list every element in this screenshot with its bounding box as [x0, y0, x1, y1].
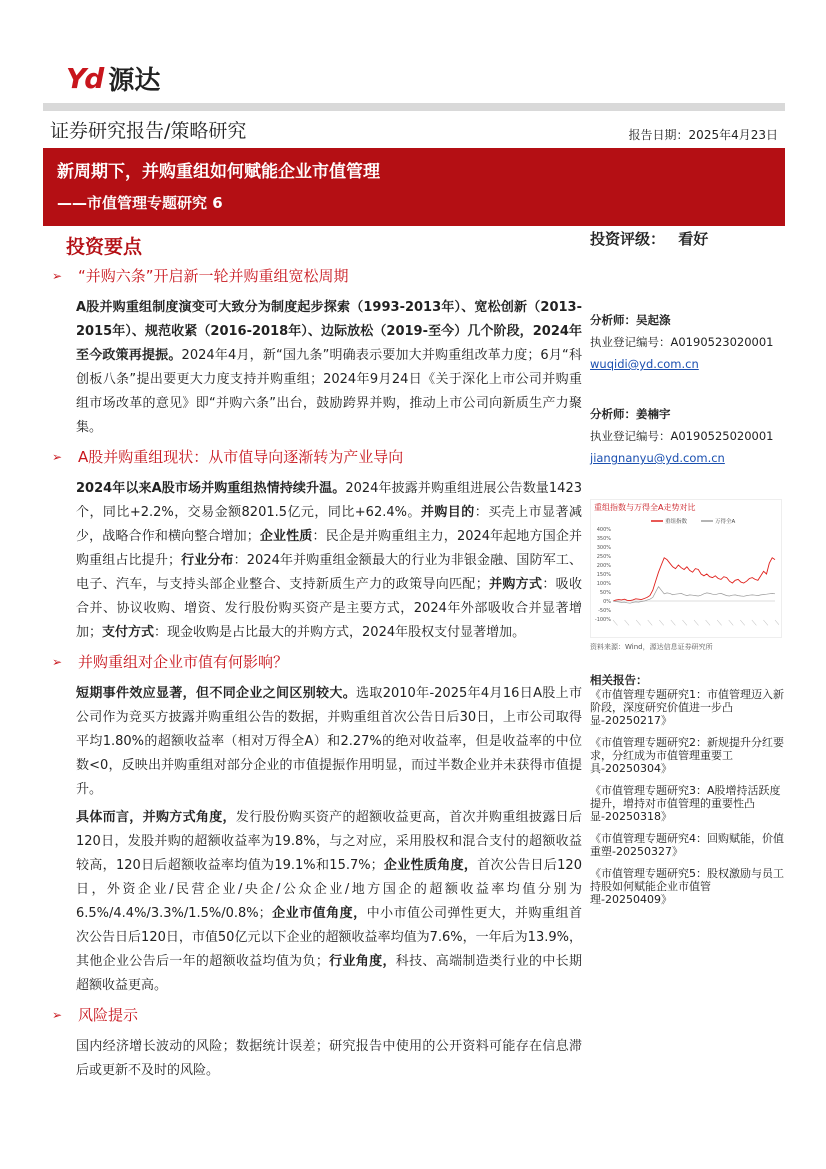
main-content — [52, 226, 582, 1136]
bold-text: 企业市值角度， — [271, 906, 367, 921]
y-tick-label: 300% — [596, 544, 611, 551]
company-logo — [66, 60, 160, 97]
related-report-link[interactable]: 《市值管理专题研究3：A股增持活跃度提升，增持对市值管理的重要性凸显-20250318》 — [590, 784, 781, 823]
report-date: 报告日期：2025年4月23日 — [628, 128, 778, 142]
y-tick-label: 50% — [599, 589, 611, 596]
section-heading — [52, 265, 582, 286]
x-tick-mark — [763, 620, 767, 625]
related-report-link[interactable]: 《市值管理专题研究2：新规提升分红要求，分红成为市值管理重要工具-20250304》 — [590, 736, 784, 775]
x-tick-mark — [613, 620, 617, 625]
x-tick-mark — [717, 620, 721, 625]
bold-text: 企业性质角度， — [383, 858, 478, 873]
paragraph — [76, 477, 582, 645]
section-heading — [52, 446, 582, 467]
paragraph — [76, 296, 582, 440]
bold-text: 行业角度， — [328, 954, 396, 969]
section-heading-text: A股并购重组现状：从市值导向逐渐转为产业导向 — [78, 448, 404, 466]
bold-text: 具体而言，并购方式角度， — [76, 810, 236, 825]
x-tick-mark — [694, 620, 698, 625]
section-title: 投资要点 — [66, 236, 143, 258]
analyst-reg: 执业登记编号：A0190523020001 — [590, 335, 774, 349]
chart-source: 资料来源：Wind，源达信息证券研究所 — [590, 643, 713, 651]
bold-text: 行业分布 — [180, 553, 234, 568]
text: 首次公告日后120日，外资企业/民营企业/央企/公众企业/地方国企的超额收益率均值分别为6.5%/4.4%/3.3%/1.5%/0.8%； — [76, 858, 582, 921]
header-divider — [43, 103, 785, 111]
paragraph — [76, 806, 582, 998]
analyst-block — [590, 403, 786, 469]
bold-text: 支付方式 — [102, 625, 155, 640]
text: 选取2010年-2025年4月16日A股上市公司作为竞买方披露并购重组公告的数据，并购重组首次公告日后30日，上市公司取得平均1.80%的超额收益率（相对万得全A）和2.27%的绝对收益率，但是收益率的中位数<0，反映出并购重组对部分企业的市值提振作用明显，而过半数企业并未获得市值提升。 — [76, 686, 582, 797]
text: 2024年4月，新“国九条”明确表示要加大并购重组改革力度；6月“科创板八条”提出要更大力度支持并购重组；2024年9月24日《关于深化上市公司并购重组市场改革的意见》即“并购六条”出台，鼓励跨界并购，推动上市公司向新质生产力聚集。 — [76, 348, 582, 435]
rating-label: 投资评级： — [590, 230, 666, 248]
series-line-1 — [613, 558, 775, 601]
arrow-bullet-icon: ➢ — [52, 654, 63, 669]
bold-text: 并购方式 — [488, 577, 543, 592]
bold-text: 2024年以来A股市场并购重组热情持续升温。 — [76, 481, 346, 496]
legend-label: 重组指数 — [665, 519, 688, 525]
text: ：现金收购是占比最大的并购方式，2024年股权支付显著增加。 — [154, 625, 526, 640]
text: ：买壳上市显著减少，战略合作和横向整合增加； — [76, 505, 582, 544]
section-heading-text: 并购重组对企业市值有何影响？ — [78, 653, 289, 671]
x-tick-mark — [636, 620, 640, 625]
rating-value: 看好 — [678, 230, 709, 248]
related-title: 相关报告： — [590, 673, 648, 687]
arrow-bullet-icon: ➢ — [52, 449, 63, 464]
related-list — [590, 688, 786, 906]
section-heading — [52, 1004, 582, 1025]
related-reports — [590, 674, 786, 906]
legend-label: 万得全A — [715, 519, 736, 525]
y-tick-label: 350% — [596, 535, 611, 542]
related-report-link[interactable]: 《市值管理专题研究5：股权激励与员工持股如何赋能企业市值管理-20250409》 — [590, 867, 784, 906]
arrow-bullet-icon: ➢ — [52, 268, 63, 283]
x-tick-mark — [671, 620, 675, 625]
logo-mark: Yd — [66, 62, 103, 95]
paragraph — [76, 682, 582, 802]
y-tick-label: 150% — [596, 571, 611, 578]
x-tick-mark — [625, 620, 629, 625]
related-report-link[interactable]: 《市值管理专题研究1：市值管理迈入新阶段，深度研究价值进一步凸显-20250217》 — [590, 688, 784, 727]
line-chart — [591, 515, 779, 633]
y-tick-label: -100% — [594, 616, 611, 623]
x-tick-mark — [682, 620, 686, 625]
x-tick-mark — [648, 620, 652, 625]
y-tick-label: -50% — [598, 607, 611, 614]
y-tick-label: 250% — [596, 553, 611, 560]
y-tick-label: 400% — [596, 526, 611, 533]
x-tick-mark — [706, 620, 710, 625]
text: ：民企是并购重组主力，2024年起地方国企并购重组占比提升； — [76, 529, 582, 568]
text: ：2024年并购重组金额最大的行业为非银金融、国防军工、电子、汽车，与支持头部企业整合、支持新质生产力的政策导向匹配； — [76, 553, 582, 592]
x-tick-mark — [752, 620, 756, 625]
sidebar — [590, 226, 786, 1136]
analyst-email-link[interactable]: wuqidi@yd.com.cn — [590, 357, 699, 371]
related-report-link[interactable]: 《市值管理专题研究4：回购赋能，价值重塑-20250327》 — [590, 832, 784, 858]
section-heading — [52, 651, 582, 672]
chart-title: 重组指数与万得全A走势对比 — [594, 503, 696, 512]
y-tick-label: 0% — [603, 598, 611, 605]
y-tick-label: 100% — [596, 580, 611, 587]
x-tick-mark — [729, 620, 733, 625]
analyst-name: 分析师：姜楠宇 — [590, 407, 671, 421]
series-line-2 — [613, 587, 775, 604]
x-tick-mark — [659, 620, 663, 625]
arrow-bullet-icon: ➢ — [52, 1007, 63, 1022]
chart-container — [590, 499, 782, 638]
text: 发行股份购买资产的超额收益更高，首次并购重组披露日后120日，发股并购的超额收益率为19.8%，与之对应，采用股权和混合支付的超额收益较高，120日后超额收益率均值为19.1%和15.7%； — [76, 810, 582, 873]
report-title: 新周期下，并购重组如何赋能企业市值管理 — [57, 162, 380, 182]
x-tick-mark — [775, 620, 779, 625]
bold-text: 短期事件效应显著，但不同企业之间区别较大。 — [76, 686, 357, 701]
section-heading-text: “并购六条”开启新一轮并购重组宽松周期 — [78, 267, 349, 285]
text: 国内经济增长波动的风险；数据统计误差；研究报告中使用的公开资料可能存在信息滞后或更新不及时的风险。 — [76, 1039, 582, 1078]
text: 科技、高端制造类行业的中长期超额收益更高。 — [76, 954, 582, 993]
logo-name: 源达 — [108, 66, 161, 96]
analyst-name: 分析师：吴起涤 — [590, 313, 671, 327]
investment-rating — [590, 228, 786, 249]
bold-text: 并购目的 — [420, 505, 475, 520]
bold-text: A股并购重组制度演变可大致分为制度起步探索（1993-2013年）、宽松创新（2013-2015年）、规范收紧（2016-2018年）、边际放松（2019-至今）几个阶段，2024年至今政策再提振。 — [76, 300, 582, 363]
y-tick-label: 200% — [596, 562, 611, 569]
analyst-block — [590, 309, 786, 375]
report-category: 证券研究报告/策略研究 — [50, 120, 247, 142]
paragraph — [76, 1035, 582, 1083]
analyst-reg: 执业登记编号：A0190525020001 — [590, 429, 774, 443]
bold-text: 企业性质 — [259, 529, 313, 544]
x-tick-mark — [740, 620, 744, 625]
analyst-email-link[interactable]: jiangnanyu@yd.com.cn — [590, 451, 725, 465]
report-subtitle: ——市值管理专题研究 6 — [57, 194, 223, 212]
sections-container — [52, 265, 582, 1083]
text: 中小市值公司弹性更大，并购重组首次公告日后120日，市值50亿元以下企业的超额收益率均值为7.6%，一年后为13.9%，其他企业公告后一年的超额收益均值为负； — [76, 906, 582, 969]
text: ：吸收合并、协议收购、增资、发行股份购买资产是主要方式，2024年外部吸收合并显著增加； — [76, 577, 582, 640]
text: 2024年披露并购重组进展公告数量1423个，同比+2.2%，交易金额8201.5亿元，同比+62.4%。 — [76, 481, 582, 520]
section-heading-text: 风险提示 — [78, 1006, 139, 1024]
